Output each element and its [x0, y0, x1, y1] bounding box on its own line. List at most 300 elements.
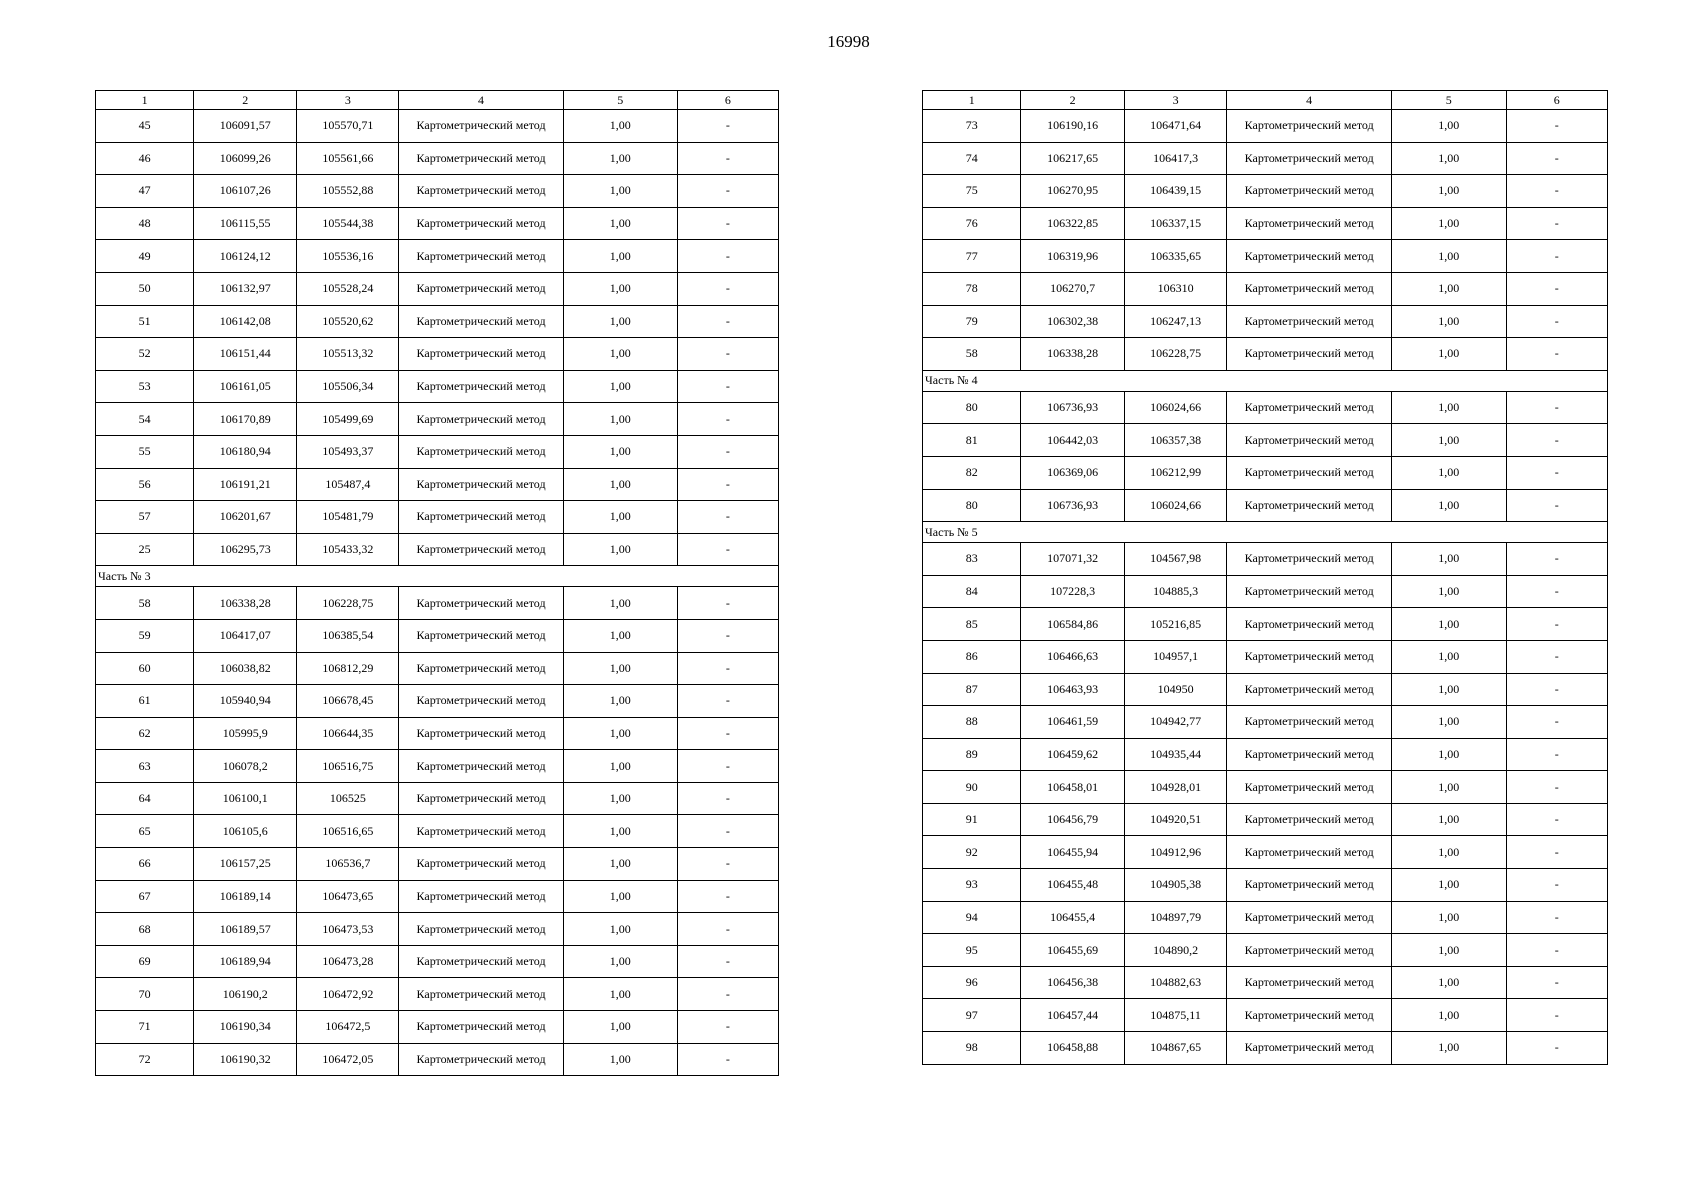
accuracy-cell: 1,00: [1392, 338, 1507, 371]
point-number-cell: 51: [96, 305, 194, 338]
y-coordinate-cell: 106812,29: [297, 652, 399, 685]
method-cell: Картометрический метод: [399, 978, 563, 1011]
accuracy-cell: 1,00: [563, 272, 677, 305]
description-cell: -: [677, 815, 778, 848]
x-coordinate-cell: 106457,44: [1021, 999, 1124, 1032]
accuracy-cell: 1,00: [1392, 110, 1507, 143]
table-row: [923, 272, 1608, 305]
y-coordinate-cell: 106516,75: [297, 750, 399, 783]
point-number-cell: 69: [96, 945, 194, 978]
x-coordinate-cell: 106270,95: [1021, 175, 1124, 208]
description-cell: -: [677, 110, 778, 143]
x-coordinate-cell: 106455,94: [1021, 836, 1124, 869]
description-cell: -: [677, 978, 778, 1011]
point-number-cell: 48: [96, 207, 194, 240]
x-coordinate-cell: 106458,88: [1021, 1032, 1124, 1065]
description-cell: -: [677, 848, 778, 881]
y-coordinate-cell: 106472,92: [297, 978, 399, 1011]
point-number-cell: 81: [923, 424, 1021, 457]
point-number-cell: 54: [96, 403, 194, 436]
x-coordinate-cell: 106190,2: [194, 978, 297, 1011]
y-coordinate-cell: 105544,38: [297, 207, 399, 240]
description-cell: -: [1506, 305, 1607, 338]
column-header: 6: [1506, 91, 1607, 110]
method-cell: Картометрический метод: [399, 468, 563, 501]
method-cell: Картометрический метод: [399, 815, 563, 848]
table-row: [96, 685, 779, 718]
table-row: [96, 142, 779, 175]
y-coordinate-cell: 104875,11: [1124, 999, 1226, 1032]
x-coordinate-cell: 106091,57: [194, 110, 297, 143]
table-row: [923, 207, 1608, 240]
section-label: Часть № 4: [923, 370, 1608, 391]
method-cell: Картометрический метод: [1227, 142, 1392, 175]
y-coordinate-cell: 106417,3: [1124, 142, 1226, 175]
method-cell: Картометрический метод: [399, 1011, 563, 1044]
description-cell: -: [677, 142, 778, 175]
point-number-cell: 88: [923, 706, 1021, 739]
y-coordinate-cell: 106385,54: [297, 619, 399, 652]
point-number-cell: 52: [96, 338, 194, 371]
point-number-cell: 78: [923, 272, 1021, 305]
x-coordinate-cell: 106736,93: [1021, 391, 1124, 424]
method-cell: Картометрический метод: [1227, 999, 1392, 1032]
column-header: 6: [677, 91, 778, 110]
x-coordinate-cell: 106142,08: [194, 305, 297, 338]
accuracy-cell: 1,00: [1392, 836, 1507, 869]
y-coordinate-cell: 106357,38: [1124, 424, 1226, 457]
y-coordinate-cell: 104567,98: [1124, 543, 1226, 576]
method-cell: Картометрический метод: [399, 717, 563, 750]
point-number-cell: 58: [96, 587, 194, 620]
page-number: 16998: [827, 32, 870, 51]
x-coordinate-cell: 106461,59: [1021, 706, 1124, 739]
x-coordinate-cell: 106319,96: [1021, 240, 1124, 273]
y-coordinate-cell: 106228,75: [1124, 338, 1226, 371]
table-row: [96, 403, 779, 436]
y-coordinate-cell: 104890,2: [1124, 934, 1226, 967]
table-row: [96, 913, 779, 946]
description-cell: -: [677, 880, 778, 913]
accuracy-cell: 1,00: [1392, 738, 1507, 771]
point-number-cell: 66: [96, 848, 194, 881]
table-row: [923, 608, 1608, 641]
point-number-cell: 89: [923, 738, 1021, 771]
method-cell: Картометрический метод: [1227, 771, 1392, 804]
point-number-cell: 80: [923, 489, 1021, 522]
point-number-cell: 82: [923, 456, 1021, 489]
description-cell: -: [1506, 966, 1607, 999]
accuracy-cell: 1,00: [1392, 771, 1507, 804]
table-row: [96, 533, 779, 566]
method-cell: Картометрический метод: [399, 652, 563, 685]
y-coordinate-cell: 106678,45: [297, 685, 399, 718]
description-cell: -: [1506, 1032, 1607, 1065]
accuracy-cell: 1,00: [563, 587, 677, 620]
point-number-cell: 58: [923, 338, 1021, 371]
x-coordinate-cell: 106417,07: [194, 619, 297, 652]
description-cell: -: [677, 272, 778, 305]
point-number-cell: 84: [923, 575, 1021, 608]
accuracy-cell: 1,00: [1392, 240, 1507, 273]
method-cell: Картометрический метод: [1227, 543, 1392, 576]
table-row: [923, 142, 1608, 175]
accuracy-cell: 1,00: [563, 978, 677, 1011]
table-row: [923, 999, 1608, 1032]
accuracy-cell: 1,00: [563, 750, 677, 783]
x-coordinate-cell: 106322,85: [1021, 207, 1124, 240]
accuracy-cell: 1,00: [563, 815, 677, 848]
table-body: [96, 110, 779, 1076]
point-number-cell: 56: [96, 468, 194, 501]
table-header-row: [923, 91, 1608, 110]
y-coordinate-cell: 106516,65: [297, 815, 399, 848]
accuracy-cell: 1,00: [563, 848, 677, 881]
description-cell: -: [677, 945, 778, 978]
accuracy-cell: 1,00: [563, 880, 677, 913]
x-coordinate-cell: 106100,1: [194, 782, 297, 815]
accuracy-cell: 1,00: [1392, 305, 1507, 338]
accuracy-cell: 1,00: [1392, 489, 1507, 522]
accuracy-cell: 1,00: [1392, 673, 1507, 706]
description-cell: -: [677, 305, 778, 338]
accuracy-cell: 1,00: [563, 468, 677, 501]
accuracy-cell: 1,00: [1392, 424, 1507, 457]
point-number-cell: 93: [923, 869, 1021, 902]
y-coordinate-cell: 106471,64: [1124, 110, 1226, 143]
x-coordinate-cell: 106107,26: [194, 175, 297, 208]
table-row: [96, 468, 779, 501]
y-coordinate-cell: 106228,75: [297, 587, 399, 620]
description-cell: -: [1506, 901, 1607, 934]
description-cell: -: [677, 533, 778, 566]
point-number-cell: 55: [96, 435, 194, 468]
description-cell: -: [1506, 207, 1607, 240]
method-cell: Картометрический метод: [399, 913, 563, 946]
accuracy-cell: 1,00: [563, 110, 677, 143]
point-number-cell: 97: [923, 999, 1021, 1032]
y-coordinate-cell: 105570,71: [297, 110, 399, 143]
method-cell: Картометрический метод: [1227, 575, 1392, 608]
method-cell: Картометрический метод: [1227, 272, 1392, 305]
description-cell: -: [677, 1011, 778, 1044]
description-cell: -: [1506, 575, 1607, 608]
point-number-cell: 86: [923, 640, 1021, 673]
x-coordinate-cell: 106456,79: [1021, 803, 1124, 836]
method-cell: Картометрический метод: [1227, 424, 1392, 457]
column-header: 5: [563, 91, 677, 110]
method-cell: Картометрический метод: [399, 685, 563, 718]
table-row: [923, 391, 1608, 424]
x-coordinate-cell: 106078,2: [194, 750, 297, 783]
accuracy-cell: 1,00: [563, 305, 677, 338]
method-cell: Картометрический метод: [399, 880, 563, 913]
method-cell: Картометрический метод: [399, 272, 563, 305]
point-number-cell: 25: [96, 533, 194, 566]
method-cell: Картометрический метод: [1227, 1032, 1392, 1065]
x-coordinate-cell: 105940,94: [194, 685, 297, 718]
table-row: [96, 501, 779, 534]
y-coordinate-cell: 104928,01: [1124, 771, 1226, 804]
accuracy-cell: 1,00: [563, 338, 677, 371]
y-coordinate-cell: 106335,65: [1124, 240, 1226, 273]
method-cell: Картометрический метод: [1227, 456, 1392, 489]
y-coordinate-cell: 105481,79: [297, 501, 399, 534]
method-cell: Картометрический метод: [399, 403, 563, 436]
accuracy-cell: 1,00: [563, 240, 677, 273]
accuracy-cell: 1,00: [1392, 608, 1507, 641]
accuracy-cell: 1,00: [563, 652, 677, 685]
point-number-cell: 62: [96, 717, 194, 750]
section-label: Часть № 3: [96, 566, 779, 587]
point-number-cell: 96: [923, 966, 1021, 999]
table-row: [96, 175, 779, 208]
method-cell: Картометрический метод: [1227, 640, 1392, 673]
table-row: [96, 207, 779, 240]
accuracy-cell: 1,00: [1392, 803, 1507, 836]
table-body: [923, 110, 1608, 1065]
table-row: [923, 489, 1608, 522]
description-cell: -: [677, 501, 778, 534]
table-row: [923, 338, 1608, 371]
accuracy-cell: 1,00: [563, 782, 677, 815]
column-header: 2: [194, 91, 297, 110]
x-coordinate-cell: 106455,69: [1021, 934, 1124, 967]
method-cell: Картометрический метод: [1227, 836, 1392, 869]
description-cell: -: [677, 717, 778, 750]
y-coordinate-cell: 106473,53: [297, 913, 399, 946]
x-coordinate-cell: 106458,01: [1021, 771, 1124, 804]
description-cell: -: [1506, 272, 1607, 305]
x-coordinate-cell: 106038,82: [194, 652, 297, 685]
point-number-cell: 57: [96, 501, 194, 534]
description-cell: -: [1506, 738, 1607, 771]
x-coordinate-cell: 106584,86: [1021, 608, 1124, 641]
y-coordinate-cell: 106024,66: [1124, 489, 1226, 522]
y-coordinate-cell: 105520,62: [297, 305, 399, 338]
method-cell: Картометрический метод: [1227, 489, 1392, 522]
x-coordinate-cell: 106270,7: [1021, 272, 1124, 305]
table-row: [923, 640, 1608, 673]
description-cell: -: [1506, 608, 1607, 641]
method-cell: Картометрический метод: [399, 435, 563, 468]
point-number-cell: 74: [923, 142, 1021, 175]
y-coordinate-cell: 104897,79: [1124, 901, 1226, 934]
description-cell: -: [1506, 706, 1607, 739]
method-cell: Картометрический метод: [399, 750, 563, 783]
description-cell: -: [677, 652, 778, 685]
method-cell: Картометрический метод: [1227, 869, 1392, 902]
y-coordinate-cell: 104920,51: [1124, 803, 1226, 836]
accuracy-cell: 1,00: [563, 619, 677, 652]
method-cell: Картометрический метод: [399, 305, 563, 338]
method-cell: Картометрический метод: [1227, 110, 1392, 143]
table-row: [96, 1043, 779, 1076]
column-header: 5: [1392, 91, 1507, 110]
method-cell: Картометрический метод: [1227, 207, 1392, 240]
point-number-cell: 53: [96, 370, 194, 403]
coordinates-table-right: [922, 90, 1608, 1065]
table-row: [96, 338, 779, 371]
description-cell: -: [677, 587, 778, 620]
accuracy-cell: 1,00: [1392, 391, 1507, 424]
y-coordinate-cell: 104885,3: [1124, 575, 1226, 608]
x-coordinate-cell: 106442,03: [1021, 424, 1124, 457]
point-number-cell: 61: [96, 685, 194, 718]
point-number-cell: 87: [923, 673, 1021, 706]
accuracy-cell: 1,00: [563, 207, 677, 240]
x-coordinate-cell: 106369,06: [1021, 456, 1124, 489]
method-cell: Картометрический метод: [1227, 706, 1392, 739]
table-row: [96, 1011, 779, 1044]
accuracy-cell: 1,00: [563, 913, 677, 946]
point-number-cell: 98: [923, 1032, 1021, 1065]
point-number-cell: 80: [923, 391, 1021, 424]
table-header-row: [96, 91, 779, 110]
x-coordinate-cell: 106190,16: [1021, 110, 1124, 143]
y-coordinate-cell: 104935,44: [1124, 738, 1226, 771]
point-number-cell: 83: [923, 543, 1021, 576]
x-coordinate-cell: 106161,05: [194, 370, 297, 403]
description-cell: -: [677, 370, 778, 403]
point-number-cell: 67: [96, 880, 194, 913]
x-coordinate-cell: 106170,89: [194, 403, 297, 436]
method-cell: Картометрический метод: [399, 1043, 563, 1076]
table-row: [96, 110, 779, 143]
x-coordinate-cell: 106190,34: [194, 1011, 297, 1044]
description-cell: -: [677, 338, 778, 371]
method-cell: Картометрический метод: [1227, 738, 1392, 771]
accuracy-cell: 1,00: [563, 142, 677, 175]
point-number-cell: 47: [96, 175, 194, 208]
column-header: 3: [297, 91, 399, 110]
method-cell: Картометрический метод: [399, 110, 563, 143]
accuracy-cell: 1,00: [1392, 966, 1507, 999]
y-coordinate-cell: 104950: [1124, 673, 1226, 706]
table-row: [923, 456, 1608, 489]
x-coordinate-cell: 106132,97: [194, 272, 297, 305]
description-cell: -: [1506, 456, 1607, 489]
table-row: [923, 175, 1608, 208]
table-row: [923, 706, 1608, 739]
point-number-cell: 59: [96, 619, 194, 652]
x-coordinate-cell: 107071,32: [1021, 543, 1124, 576]
description-cell: -: [1506, 836, 1607, 869]
point-number-cell: 68: [96, 913, 194, 946]
y-coordinate-cell: 106439,15: [1124, 175, 1226, 208]
point-number-cell: 64: [96, 782, 194, 815]
description-cell: -: [1506, 240, 1607, 273]
description-cell: -: [1506, 338, 1607, 371]
point-number-cell: 79: [923, 305, 1021, 338]
table-row: [923, 240, 1608, 273]
x-coordinate-cell: 106736,93: [1021, 489, 1124, 522]
method-cell: Картометрический метод: [399, 175, 563, 208]
accuracy-cell: 1,00: [563, 175, 677, 208]
accuracy-cell: 1,00: [563, 717, 677, 750]
y-coordinate-cell: 105499,69: [297, 403, 399, 436]
x-coordinate-cell: 106463,93: [1021, 673, 1124, 706]
point-number-cell: 92: [923, 836, 1021, 869]
table-row: [96, 272, 779, 305]
y-coordinate-cell: 106337,15: [1124, 207, 1226, 240]
method-cell: Картометрический метод: [399, 945, 563, 978]
x-coordinate-cell: 106151,44: [194, 338, 297, 371]
point-number-cell: 72: [96, 1043, 194, 1076]
accuracy-cell: 1,00: [1392, 1032, 1507, 1065]
accuracy-cell: 1,00: [563, 435, 677, 468]
x-coordinate-cell: 107228,3: [1021, 575, 1124, 608]
y-coordinate-cell: 105552,88: [297, 175, 399, 208]
description-cell: -: [1506, 489, 1607, 522]
description-cell: -: [1506, 999, 1607, 1032]
table-row: [96, 652, 779, 685]
point-number-cell: 60: [96, 652, 194, 685]
description-cell: -: [1506, 771, 1607, 804]
method-cell: Картометрический метод: [1227, 391, 1392, 424]
description-cell: -: [1506, 175, 1607, 208]
method-cell: Картометрический метод: [399, 338, 563, 371]
x-coordinate-cell: 106105,6: [194, 815, 297, 848]
description-cell: -: [677, 1043, 778, 1076]
y-coordinate-cell: 104867,65: [1124, 1032, 1226, 1065]
method-cell: Картометрический метод: [1227, 608, 1392, 641]
table-row: [923, 1032, 1608, 1065]
accuracy-cell: 1,00: [1392, 869, 1507, 902]
x-coordinate-cell: 106189,14: [194, 880, 297, 913]
description-cell: -: [1506, 110, 1607, 143]
section-row: [923, 370, 1608, 391]
description-cell: -: [1506, 869, 1607, 902]
point-number-cell: 46: [96, 142, 194, 175]
accuracy-cell: 1,00: [1392, 207, 1507, 240]
table-row: [923, 575, 1608, 608]
point-number-cell: 65: [96, 815, 194, 848]
x-coordinate-cell: 105995,9: [194, 717, 297, 750]
method-cell: Картометрический метод: [399, 142, 563, 175]
table-row: [96, 240, 779, 273]
point-number-cell: 75: [923, 175, 1021, 208]
x-coordinate-cell: 106191,21: [194, 468, 297, 501]
point-number-cell: 95: [923, 934, 1021, 967]
description-cell: -: [677, 240, 778, 273]
column-header: 4: [1227, 91, 1392, 110]
table-row: [96, 305, 779, 338]
description-cell: -: [1506, 391, 1607, 424]
y-coordinate-cell: 105513,32: [297, 338, 399, 371]
method-cell: Картометрический метод: [399, 619, 563, 652]
x-coordinate-cell: 106201,67: [194, 501, 297, 534]
point-number-cell: 50: [96, 272, 194, 305]
description-cell: -: [1506, 142, 1607, 175]
description-cell: -: [677, 403, 778, 436]
table-row: [923, 803, 1608, 836]
x-coordinate-cell: 106455,4: [1021, 901, 1124, 934]
accuracy-cell: 1,00: [563, 370, 677, 403]
description-cell: -: [1506, 803, 1607, 836]
point-number-cell: 70: [96, 978, 194, 1011]
table-row: [923, 771, 1608, 804]
x-coordinate-cell: 106157,25: [194, 848, 297, 881]
table-row: [96, 587, 779, 620]
section-row: [96, 566, 779, 587]
y-coordinate-cell: 106525: [297, 782, 399, 815]
method-cell: Картометрический метод: [399, 240, 563, 273]
accuracy-cell: 1,00: [1392, 934, 1507, 967]
y-coordinate-cell: 106310: [1124, 272, 1226, 305]
table-row: [923, 110, 1608, 143]
description-cell: -: [677, 685, 778, 718]
